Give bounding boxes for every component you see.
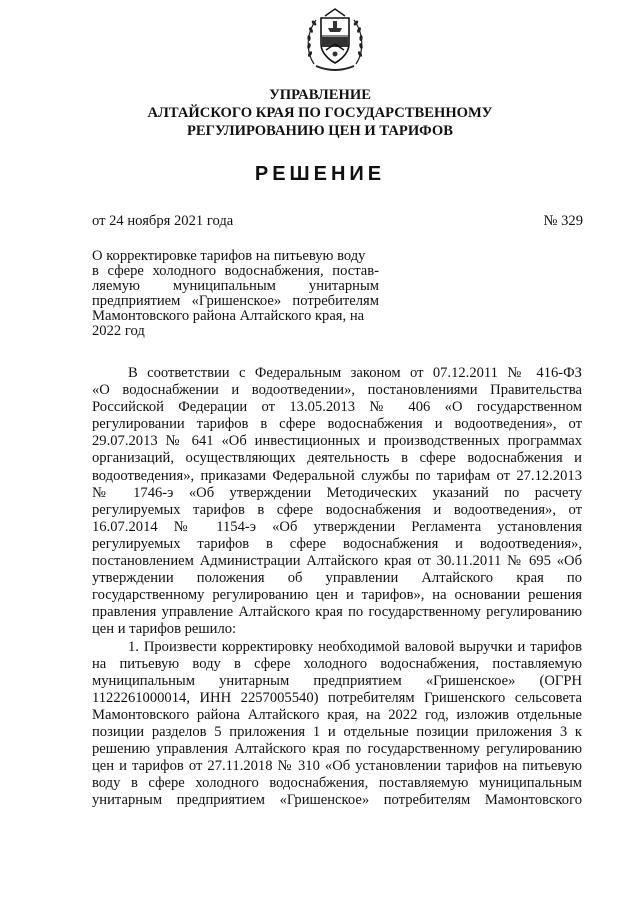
body-line: позиции разделов 5 приложения 1 и отдельные позиции приложения 3 к bbox=[92, 723, 582, 740]
org-line-3: РЕГУЛИРОВАНИЮ ЦЕН И ТАРИФОВ bbox=[187, 123, 453, 139]
issuing-authority bbox=[0, 86, 640, 140]
subject-line: в сфере холодного водоснабжения, постав- bbox=[92, 263, 379, 279]
document-subject bbox=[92, 249, 379, 339]
body-line: цен и тарифов решило: bbox=[92, 621, 237, 638]
body-line: «О водоснабжении и водоотведении», постановлениями Правительства bbox=[92, 382, 582, 399]
subject-line: О корректировке тарифов на питьевую воду bbox=[92, 248, 366, 264]
body-line: организаций, осуществляющих деятельность в сфере водоснабжения и bbox=[92, 450, 582, 467]
body-line: 1. Произвести корректировку необходимой валовой выручки и тарифов bbox=[128, 638, 582, 655]
body-line: цен и тарифов от 27.11.2018 № 310 «Об установлении тарифов на питьевую bbox=[92, 758, 582, 775]
body-line: 1122261000014, ИНН 2257005540) потребителям Гришенского сельсовета bbox=[92, 689, 582, 706]
body-line: решению управления Алтайского края по государственному регулированию bbox=[92, 741, 582, 758]
body-line: 16.07.2014 № 1154-э «Об утверждении Регламента установления bbox=[92, 518, 582, 535]
coat-of-arms-icon bbox=[304, 6, 366, 76]
document-body bbox=[92, 365, 582, 809]
document-date: от 24 ноября 2021 года bbox=[92, 213, 234, 229]
body-line: утверждении положения об управлении Алтайского края по bbox=[92, 570, 582, 587]
org-line-1: УПРАВЛЕНИЕ bbox=[269, 87, 371, 103]
body-line: воду в сфере холодного водоснабжения, поставляемую муниципальным bbox=[92, 775, 582, 792]
body-line: на питьевую воду в сфере холодного водоснабжения, поставляемую bbox=[92, 655, 582, 672]
body-line: муниципальным унитарным предприятием «Гришенское» (ОГРН bbox=[92, 672, 582, 689]
subject-line: 2022 год bbox=[92, 323, 145, 339]
body-line: регулируемых тарифов в сфере водоснабжения и водоотведения», bbox=[92, 535, 582, 552]
body-line: Мамонтовского района Алтайского края, на 2022 год, изложив отдельные bbox=[92, 706, 582, 723]
body-line: постановлением Администрации Алтайского края от 30.11.2011 № 695 «Об bbox=[92, 553, 582, 570]
body-line: унитарным предприятием «Гришенское» потребителям Мамонтовского bbox=[92, 792, 582, 809]
subject-line: ляемую муниципальным унитарным bbox=[92, 278, 379, 294]
body-line: водоотведения», приказами Федеральной службы по тарифам от 27.12.2013 bbox=[92, 467, 582, 484]
body-line: В соответствии с Федеральным законом от 07.12.2011 № 416-ФЗ bbox=[128, 365, 582, 381]
org-line-2: АЛТАЙСКОГО КРАЯ ПО ГОСУДАРСТВЕННОМУ bbox=[147, 105, 493, 121]
body-line: Российской Федерации от 13.05.2013 № 406 «О государственном bbox=[92, 399, 582, 416]
document-number: № 329 bbox=[543, 213, 583, 229]
document-type-title: РЕШЕНИЕ bbox=[254, 163, 386, 185]
subject-line: Мамонтовского района Алтайского края, на bbox=[92, 308, 365, 324]
body-line: регулируемых тарифов в сфере водоснабжения и водоотведения», от bbox=[92, 501, 582, 518]
body-line: правления управление Алтайского края по государственному регулированию bbox=[92, 604, 582, 621]
body-line: 29.07.2013 № 641 «Об инвестиционных и производственных программах bbox=[92, 433, 582, 450]
body-line: регулировании тарифов в сфере водоснабжения и водоотведения», от bbox=[92, 416, 582, 433]
body-line: государственному регулированию цен и тарифов», на основании решения bbox=[92, 587, 582, 604]
body-line: № 1746-э «Об утверждении Методических указаний по расчету bbox=[92, 484, 582, 501]
subject-line: предприятием «Гришенское» потребителям bbox=[92, 293, 379, 309]
